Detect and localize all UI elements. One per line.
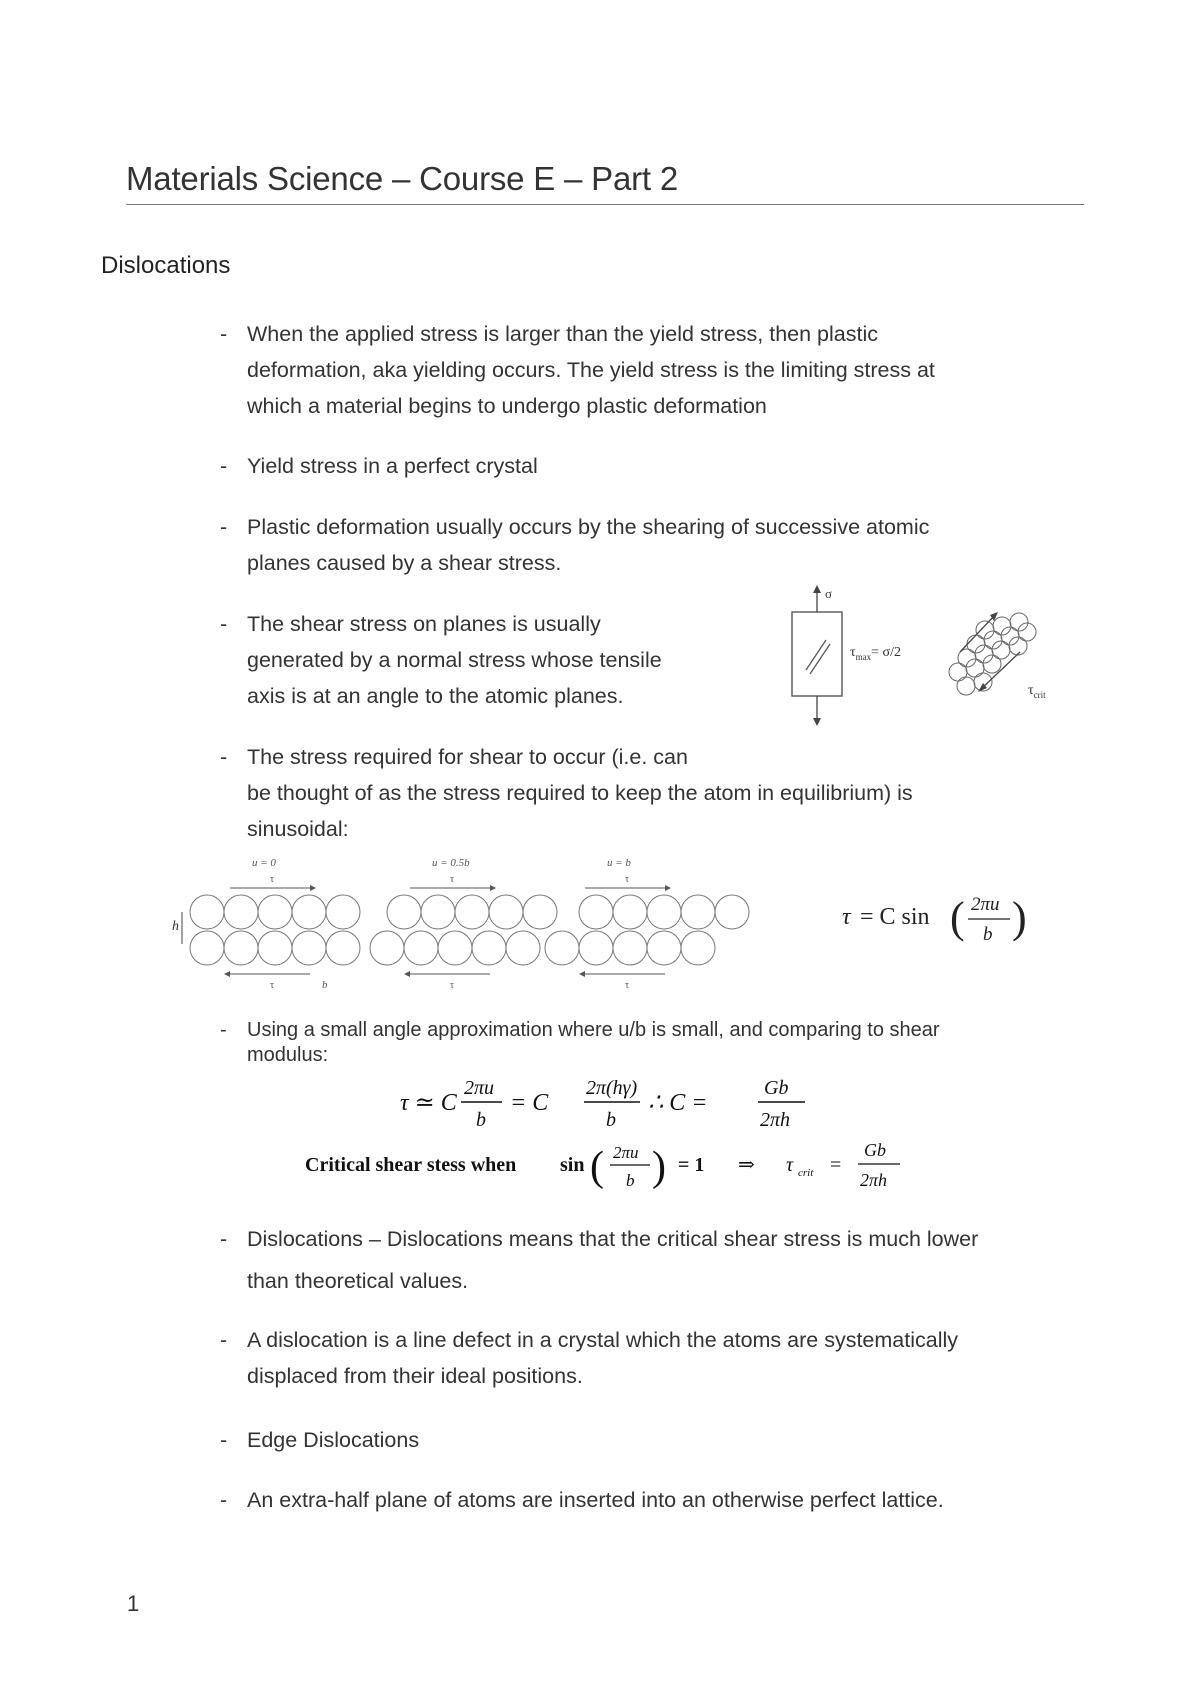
svg-text:τ ≃ C: τ ≃ C xyxy=(400,1090,457,1116)
bullet-line: be thought of as the stress required to keep the atom in equilibrium) is xyxy=(247,781,913,805)
tau-bottom-label: τ xyxy=(450,980,455,991)
svg-text:= C: = C xyxy=(510,1090,549,1116)
svg-text:2πu: 2πu xyxy=(464,1077,495,1099)
b-label: b xyxy=(322,979,328,991)
bullet-dash: - xyxy=(220,1428,228,1452)
sigma-label: σ xyxy=(825,586,833,601)
atom-bottom xyxy=(472,931,506,965)
atom-top xyxy=(326,895,360,929)
bullet-line: Dislocations – Dislocations means that the critical shear stress is much lower xyxy=(247,1227,979,1251)
svg-text:τ: τ xyxy=(842,904,851,930)
atom-top xyxy=(489,895,523,929)
title-underline xyxy=(126,204,1084,205)
bullet-dash: - xyxy=(220,1328,228,1352)
h-label: h xyxy=(172,919,179,934)
atom-top xyxy=(258,895,292,929)
bullet-line: When the applied stress is larger than the yield stress, then plastic xyxy=(247,322,878,346)
bullet-dash: - xyxy=(220,745,228,769)
atom-top xyxy=(224,895,258,929)
bullet-line: An extra-half plane of atoms are inserted into an otherwise perfect lattice. xyxy=(247,1488,944,1512)
svg-text:sin: sin xyxy=(560,1154,585,1176)
svg-text:2πh: 2πh xyxy=(860,1170,888,1190)
atom-bottom xyxy=(681,931,715,965)
svg-text:crit: crit xyxy=(798,1167,814,1179)
svg-text:): ) xyxy=(1012,893,1027,942)
bullet-line: The stress required for shear to occur (i.e. can xyxy=(247,745,688,769)
bullet-line: axis is at an angle to the atomic planes. xyxy=(247,684,624,708)
tau-max-label: $\tau_{max}= \sigma/2$ xyxy=(850,645,901,662)
svg-text:b: b xyxy=(606,1109,616,1131)
bullet-dash: - xyxy=(220,612,228,636)
u-label: u = 0.5b xyxy=(432,857,470,869)
equation-line-1 xyxy=(400,1077,805,1131)
bullet-line: which a material begins to undergo plastic deformation xyxy=(247,394,767,418)
bullet-text xyxy=(247,316,935,424)
bullet-text xyxy=(247,1322,958,1394)
svg-text:b: b xyxy=(626,1171,635,1190)
atomic-planes-cluster xyxy=(949,613,1036,695)
svg-text:=: = xyxy=(830,1154,842,1176)
sinusoid-formula xyxy=(842,893,1027,945)
shear-stress-diagram xyxy=(780,582,1080,742)
bullet-text xyxy=(247,1482,944,1518)
svg-text:b: b xyxy=(983,924,993,945)
bullet-line: Using a small angle approximation where u/b is small, and comparing to shear xyxy=(247,1019,940,1041)
atom-bottom xyxy=(579,931,613,965)
svg-text:τ: τ xyxy=(786,1154,794,1176)
svg-text:(: ( xyxy=(950,893,965,942)
atom-bottom xyxy=(224,931,258,965)
atom-bottom xyxy=(404,931,438,965)
bullet-dash: - xyxy=(220,1227,228,1251)
svg-text:= 1: = 1 xyxy=(678,1154,705,1176)
svg-text:b: b xyxy=(476,1109,486,1131)
bullet-line: modulus: xyxy=(247,1044,329,1066)
bullet-line: Edge Dislocations xyxy=(247,1428,420,1452)
shear-panel xyxy=(370,857,557,991)
svg-text:2πu: 2πu xyxy=(971,894,1000,915)
tau-top-label: τ xyxy=(450,874,455,885)
svg-text:Critical shear stess when: Critical shear stess when xyxy=(305,1154,517,1176)
bullet-dash: - xyxy=(220,515,228,539)
atomic-shear-figure xyxy=(160,852,1040,992)
atom-top xyxy=(455,895,489,929)
bullet-line: deformation, aka yielding occurs. The yield stress is the limiting stress at xyxy=(247,358,935,382)
tau-top-label: τ xyxy=(625,874,630,885)
document-title: Materials Science – Course E – Part 2 xyxy=(126,160,679,197)
bullet-line: Yield stress in a perfect crystal xyxy=(247,454,538,478)
atom-top xyxy=(292,895,326,929)
bullet-line: generated by a normal stress whose tensile xyxy=(247,648,662,672)
atom-bottom xyxy=(370,931,404,965)
atom-bottom xyxy=(506,931,540,965)
tau-bottom-label: τ xyxy=(625,980,630,991)
bullet-line: planes caused by a shear stress. xyxy=(247,551,562,575)
svg-text:2πh: 2πh xyxy=(760,1109,791,1131)
atom-bottom xyxy=(613,931,647,965)
section-heading: Dislocations xyxy=(101,252,231,279)
shear-panel xyxy=(545,857,749,991)
svg-text:∴ C =: ∴ C = xyxy=(648,1090,708,1116)
bullet-line: than theoretical values. xyxy=(247,1269,469,1293)
atom-top xyxy=(523,895,557,929)
bullet-text xyxy=(247,1218,978,1302)
bullet-dash: - xyxy=(220,1019,227,1041)
svg-text:(: ( xyxy=(590,1144,604,1190)
atom-bottom xyxy=(190,931,224,965)
atom-top xyxy=(647,895,681,929)
atom-top xyxy=(715,895,749,929)
bullet-text xyxy=(247,739,913,847)
bullet-text xyxy=(247,448,538,484)
svg-text:2π(hγ): 2π(hγ) xyxy=(586,1077,638,1099)
bullet-dash: - xyxy=(220,322,228,346)
atom-bottom xyxy=(545,931,579,965)
atom-top xyxy=(421,895,455,929)
tau-crit-label: $\tau_{crit}$ xyxy=(1028,683,1046,700)
bullet-dash: - xyxy=(220,1488,228,1512)
bullet-dash: - xyxy=(220,454,228,478)
svg-text:Gb: Gb xyxy=(764,1077,789,1099)
atom-top xyxy=(190,895,224,929)
svg-text:): ) xyxy=(652,1144,666,1190)
bullet-text xyxy=(247,509,929,581)
atom-bottom xyxy=(258,931,292,965)
atom-bottom xyxy=(292,931,326,965)
bullet-line: displaced from their ideal positions. xyxy=(247,1364,583,1388)
bullet-line: sinusoidal: xyxy=(247,817,349,841)
atom-top xyxy=(613,895,647,929)
page-number: 1 xyxy=(127,1591,140,1616)
u-label: u = 0 xyxy=(252,857,276,869)
shear-panel xyxy=(190,857,360,991)
atom-top xyxy=(387,895,421,929)
tau-top-label: τ xyxy=(270,874,275,885)
bullet-text xyxy=(247,1422,419,1458)
u-label: u = b xyxy=(607,857,631,869)
bullet-line: Plastic deformation usually occurs by the shearing of successive atomic xyxy=(247,515,930,539)
bullet-line: The shear stress on planes is usually xyxy=(247,612,601,636)
tau-bottom-label: τ xyxy=(270,980,275,991)
bullet-line: A dislocation is a line defect in a crystal which the atoms are systematically xyxy=(247,1328,959,1352)
atom-bottom xyxy=(647,931,681,965)
atom-top xyxy=(681,895,715,929)
shear-equations xyxy=(300,1066,920,1196)
svg-text:2πu: 2πu xyxy=(613,1143,639,1162)
atom-bottom xyxy=(438,931,472,965)
bullet-text xyxy=(247,606,662,714)
svg-text:= C sin: = C sin xyxy=(860,904,930,930)
atom-top xyxy=(579,895,613,929)
bullet-text xyxy=(247,1016,940,1066)
svg-text:Gb: Gb xyxy=(864,1140,886,1160)
atom-bottom xyxy=(326,931,360,965)
svg-text:⇒: ⇒ xyxy=(738,1154,755,1176)
equation-line-2 xyxy=(305,1140,900,1190)
